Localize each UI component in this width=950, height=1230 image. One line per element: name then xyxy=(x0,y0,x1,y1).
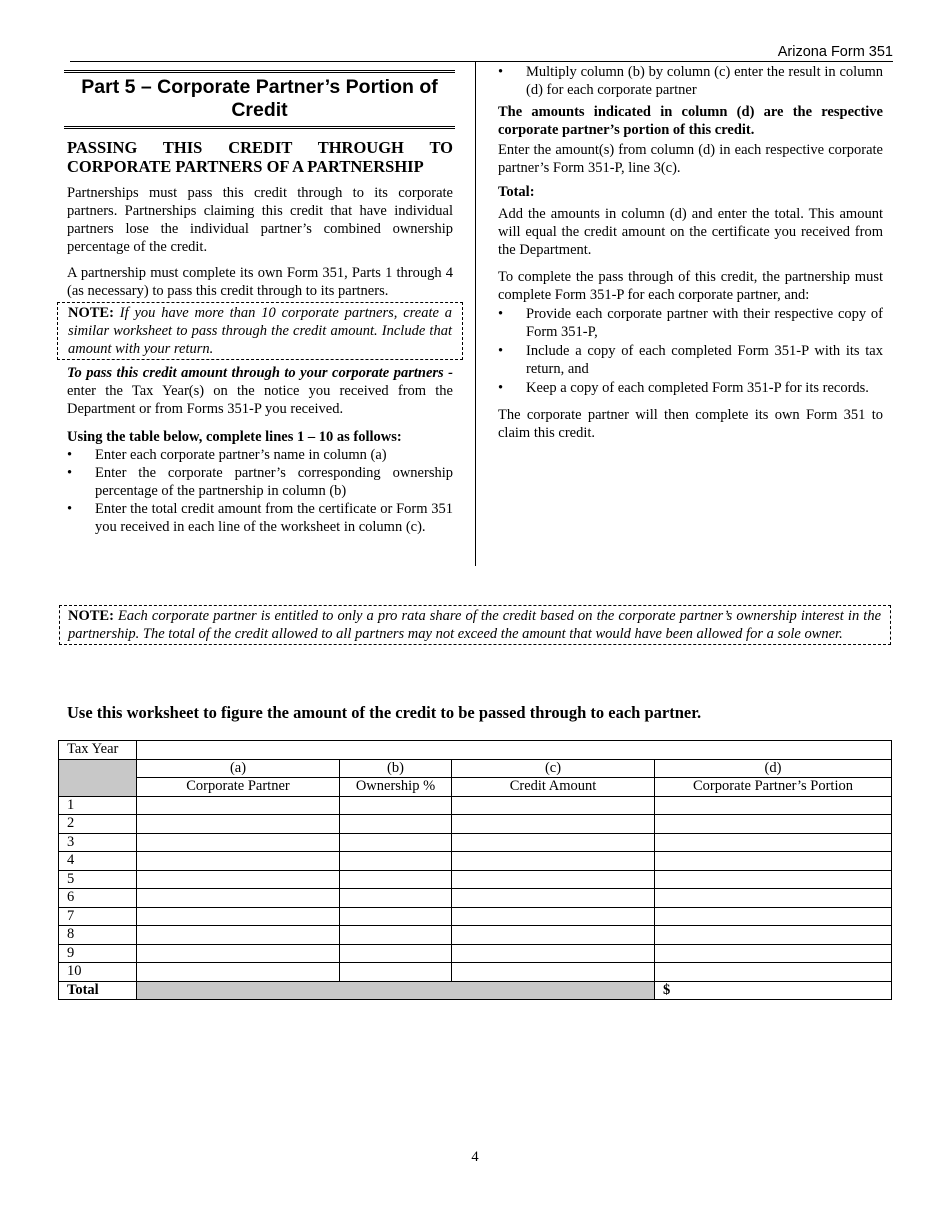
partner-name-field[interactable] xyxy=(137,852,340,871)
table-row xyxy=(59,815,892,834)
partner-portion-field[interactable] xyxy=(655,907,892,926)
bullet-icon: • xyxy=(498,343,504,359)
total-shaded-cell xyxy=(137,981,655,1000)
row-number: 9 xyxy=(59,944,137,963)
ownership-field[interactable] xyxy=(340,852,452,871)
bullet-icon: • xyxy=(67,501,73,517)
col-letter: (a) xyxy=(137,759,340,778)
col-name: Credit Amount xyxy=(452,778,655,797)
partner-portion-field[interactable] xyxy=(655,852,892,871)
note-box xyxy=(57,302,463,360)
partner-name-field[interactable] xyxy=(137,796,340,815)
row-number: 3 xyxy=(59,833,137,852)
credit-amount-field[interactable] xyxy=(452,852,655,871)
partner-name-field[interactable] xyxy=(137,870,340,889)
bullet-icon: • xyxy=(67,465,73,481)
partner-name-field[interactable] xyxy=(137,907,340,926)
part-title: Part 5 – Corporate Partner’s Portion of Credit xyxy=(64,70,455,129)
col-letter: (b) xyxy=(340,759,452,778)
tax-year-field[interactable] xyxy=(137,741,892,760)
total-label: Total xyxy=(59,981,137,1000)
paragraph-final: The corporate partner will then complete its own Form 351 to claim this credit. xyxy=(498,407,883,441)
credit-amount-field[interactable] xyxy=(452,926,655,945)
list-item xyxy=(498,379,883,397)
col-letter: (c) xyxy=(452,759,655,778)
partner-portion-field[interactable] xyxy=(655,833,892,852)
note-label: NOTE: xyxy=(68,305,114,321)
worksheet-table xyxy=(58,740,892,1000)
total-heading: Total: xyxy=(498,184,535,200)
tax-year-label: Tax Year xyxy=(59,741,137,760)
ownership-field[interactable] xyxy=(340,815,452,834)
row-number: 10 xyxy=(59,963,137,982)
partner-name-field[interactable] xyxy=(137,926,340,945)
partner-name-field[interactable] xyxy=(137,815,340,834)
row-number: 6 xyxy=(59,889,137,908)
ownership-field[interactable] xyxy=(340,796,452,815)
section-heading-line1: PASSING THIS CREDIT THROUGH TO xyxy=(67,138,453,157)
row-number: 4 xyxy=(59,852,137,871)
table-row xyxy=(59,870,892,889)
partner-portion-field[interactable] xyxy=(655,926,892,945)
credit-amount-field[interactable] xyxy=(452,944,655,963)
ownership-field[interactable] xyxy=(340,833,452,852)
row-number: 7 xyxy=(59,907,137,926)
column-name-row xyxy=(59,778,892,797)
col-name: Ownership % xyxy=(340,778,452,797)
header-blank-cell xyxy=(59,759,137,796)
table-row xyxy=(59,944,892,963)
list-item-text: Multiply column (b) by column (c) enter the result in column (d) for each corporate partner xyxy=(526,64,883,98)
partner-name-field[interactable] xyxy=(137,963,340,982)
partner-name-field[interactable] xyxy=(137,944,340,963)
partner-name-field[interactable] xyxy=(137,833,340,852)
tax-year-row xyxy=(59,741,892,760)
pass-rest: enter the Tax Year(s) on the notice you received from the Department or from Forms 351-P you received. xyxy=(67,383,453,417)
list-item-text: Provide each corporate partner with their respective copy of Form 351-P, xyxy=(526,306,883,340)
table-row xyxy=(59,963,892,982)
pass-lead: To pass this credit amount through to your corporate partners - xyxy=(67,365,453,381)
credit-amount-field[interactable] xyxy=(452,796,655,815)
col-name: Corporate Partner xyxy=(137,778,340,797)
partner-portion-field[interactable] xyxy=(655,815,892,834)
list-item-text: Enter each corporate partner’s name in column (a) xyxy=(95,447,387,463)
multiply-list xyxy=(498,63,883,99)
ownership-field[interactable] xyxy=(340,889,452,908)
pro-rata-note xyxy=(59,605,891,645)
currency-symbol: $ xyxy=(663,981,671,998)
section-heading xyxy=(67,138,453,176)
form-header-label: Arizona Form 351 xyxy=(70,44,893,62)
credit-amount-field[interactable] xyxy=(452,963,655,982)
table-instructions: Using the table below, complete lines 1 – 10 as follows: xyxy=(67,429,402,445)
partner-name-field[interactable] xyxy=(137,889,340,908)
paragraph-pass-through: Partnerships must pass this credit through to its corporate partners. Partnerships claiming this credit that have individual partners lose the individual partner’s combined ownership percentage of the credit. xyxy=(67,185,453,255)
partner-portion-field[interactable] xyxy=(655,796,892,815)
wide-note-text: Each corporate partner is entitled to only a pro rata share of the credit based on the corporate partner’s ownership interest in the partnership. The total of the credit allowed to all partners may not exceed the amount that would have been allowed for a sole owner. xyxy=(68,608,882,642)
row-number: 8 xyxy=(59,926,137,945)
table-row xyxy=(59,796,892,815)
list-item xyxy=(498,342,883,378)
list-item xyxy=(67,464,453,500)
ownership-field[interactable] xyxy=(340,907,452,926)
wide-note-label: NOTE: xyxy=(68,608,114,624)
paragraph-pass-amount xyxy=(67,364,453,418)
list-item-text: Include a copy of each completed Form 351-P with its tax return, and xyxy=(526,343,883,377)
table-row xyxy=(59,889,892,908)
row-number: 2 xyxy=(59,815,137,834)
credit-amount-field[interactable] xyxy=(452,907,655,926)
left-column xyxy=(67,70,453,536)
worksheet-title: Use this worksheet to figure the amount of the credit to be passed through to each partner. xyxy=(67,703,702,722)
table-row xyxy=(59,926,892,945)
paragraph-complete-form: A partnership must complete its own Form 351, Parts 1 through 4 (as necessary) to pass this credit through to its partners. xyxy=(67,265,453,299)
completion-list xyxy=(498,305,883,397)
bullet-icon: • xyxy=(498,64,504,80)
paragraph-complete-pass: To complete the pass through of this credit, the partnership must complete Form 351-P for each corporate partner, and: xyxy=(498,269,883,303)
list-item-text: Keep a copy of each completed Form 351-P for its records. xyxy=(526,380,869,396)
list-item xyxy=(498,63,883,99)
col-name: Corporate Partner’s Portion xyxy=(655,778,892,797)
column-letter-row xyxy=(59,759,892,778)
note-text: If you have more than 10 corporate partners, create a similar worksheet to pass through the credit amount. Include that amount with your return. xyxy=(68,305,453,357)
credit-amount-field[interactable] xyxy=(452,815,655,834)
row-number: 5 xyxy=(59,870,137,889)
bullet-icon: • xyxy=(498,380,504,396)
bullet-icon: • xyxy=(67,447,73,463)
col-letter: (d) xyxy=(655,759,892,778)
partner-portion-field[interactable] xyxy=(655,889,892,908)
row-number: 1 xyxy=(59,796,137,815)
page-number: 4 xyxy=(471,1149,479,1165)
list-item-text: Enter the corporate partner’s corresponding ownership percentage of the partnership in column (b) xyxy=(95,465,453,499)
table-row xyxy=(59,833,892,852)
credit-amount-field[interactable] xyxy=(452,870,655,889)
table-row xyxy=(59,852,892,871)
ownership-field[interactable] xyxy=(340,944,452,963)
paragraph-enter-amounts: Enter the amount(s) from column (d) in each respective corporate partner’s Form 351-P, line 3(c). xyxy=(498,142,883,176)
partner-portion-field[interactable] xyxy=(655,870,892,889)
total-row xyxy=(59,981,892,1000)
bullet-icon: • xyxy=(498,306,504,322)
section-heading-line2: CORPORATE PARTNERS OF A PARTNERSHIP xyxy=(67,157,424,176)
ownership-field[interactable] xyxy=(340,870,452,889)
ownership-field[interactable] xyxy=(340,963,452,982)
right-column xyxy=(498,63,883,442)
list-item xyxy=(67,500,453,536)
column-divider xyxy=(475,62,476,566)
ownership-field[interactable] xyxy=(340,926,452,945)
list-item-text: Enter the total credit amount from the certificate or Form 351 you received in each line of the worksheet in column (c). xyxy=(95,501,453,535)
total-amount-field[interactable] xyxy=(655,981,892,1000)
partner-portion-field[interactable] xyxy=(655,963,892,982)
partner-portion-field[interactable] xyxy=(655,944,892,963)
list-item xyxy=(498,305,883,341)
list-item xyxy=(67,446,453,464)
credit-amount-field[interactable] xyxy=(452,833,655,852)
instruction-list xyxy=(67,446,453,536)
paragraph-amounts-bold: The amounts indicated in column (d) are the respective corporate partner’s portion of this credit. xyxy=(498,104,883,138)
paragraph-total: Add the amounts in column (d) and enter the total. This amount will equal the credit amount on the certificate you received from the Department. xyxy=(498,206,883,258)
credit-amount-field[interactable] xyxy=(452,889,655,908)
table-row xyxy=(59,907,892,926)
